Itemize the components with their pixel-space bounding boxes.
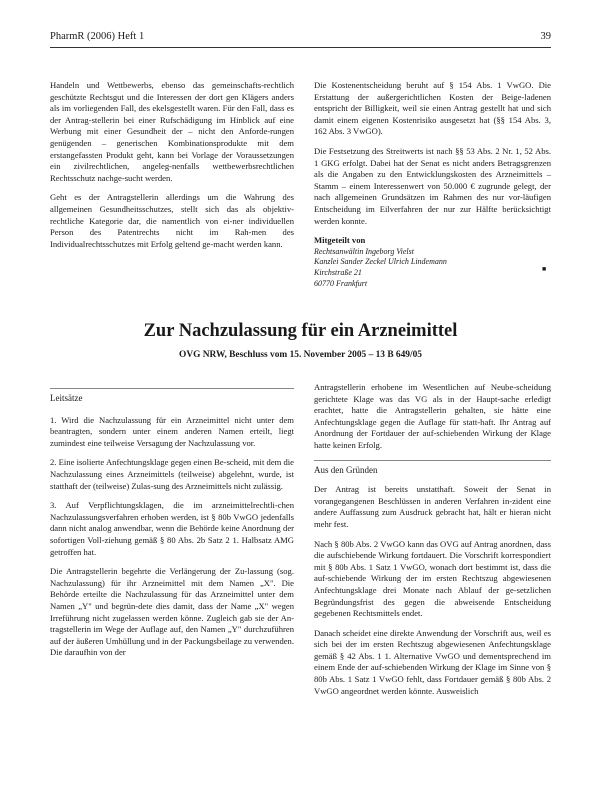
communicated-by xyxy=(314,235,551,289)
top-left-column xyxy=(50,80,294,258)
paragraph: Die Antragstellerin begehrte die Verlängerung der Zu-lassung (sog. Nachzulassung) für ihr Arzneimittel mit dem Namen „X". Die Behörde erteilte die Nachzulassung für das Arzneimittel unter dem Namen „Y" und begrün-dete dies damit, dass der Name „X" wegen Irreführung nicht zugelassen werden könne. Zugleich gab sie der An-tragstellerin im Wege der Auflage auf, den Namen „Y" durchzuführen auf der äußeren Umhüllung und in der Packungsbeilage zu verwenden. Die daraufhin von der xyxy=(50,566,294,658)
article-subtitle: OVG NRW, Beschluss vom 15. November 2005 – 13 B 649/05 xyxy=(179,350,422,360)
section-heading-leitsaetze: Leitsätze xyxy=(50,388,294,405)
journal-name: PharmR (2006) Heft 1 xyxy=(50,31,145,42)
paragraph: Die Kostenentscheidung beruht auf § 154 Abs. 1 VwGO. Die Erstattung der außergerichtlichen Kosten der Beige-ladenen entspricht der Billigkeit, weil sie einen Antrag gestellt hat und sich damit einem eigenen Kostenrisiko ausgesetzt hat (§§ 154 Abs. 3, 162 Abs. 3 VwGO). xyxy=(314,80,551,137)
paragraph: 1. Wird die Nachzulassung für ein Arzneimittel nicht unter dem beantragten, sondern unter einem anderen Namen erteilt, liegt zumindest eine teilweise Versagung der Nachzulassung vor. xyxy=(50,414,294,448)
bottom-right-column xyxy=(314,382,551,705)
top-right-column xyxy=(314,80,551,289)
address-line: 60770 Frankfurt xyxy=(314,278,368,288)
section-heading-gruende: Aus den Gründen xyxy=(314,460,551,477)
address-line: Kirchstraße 21 xyxy=(314,267,362,277)
paragraph: Geht es der Antragstellerin allerdings um die Wahrung des allgemeinen Gesundheitsschutzes, stellt sich das als objektiv-rechtliche Kategorie dar, die namentlich von ei-ner individuellen Person des Patentrechts nicht im Rah-men des Individualrechtsschutzes mit Erfolg geltend ge-macht werden kann. xyxy=(50,192,294,249)
address-line: Rechtsanwältin Ingeborg Vielst xyxy=(314,246,414,256)
page-number: 39 xyxy=(540,31,551,42)
paragraph: 3. Auf Verpflichtungsklagen, die im arzneimittelrechtli-chen Nachzulassungsverfahren erhoben werden, ist § 80b VwGO jedenfalls dann nicht analog anwendbar, wenn die Behörde keine Anordnung der sofortigen Voll-ziehung gemäß § 80 Abs. 2b Satz 2 1. Halbsatz AMG getroffen hat. xyxy=(50,500,294,557)
article-title: Zur Nachzulassung für ein Arzneimittel xyxy=(143,321,458,341)
paragraph: Der Antrag ist bereits unstatthaft. Soweit der Senat in vorangegangenen Beschlüssen in anderen Verfahren in-zident eine andere Auffassung zum Ausdruck gebracht hat, hält er hieran nicht mehr fest. xyxy=(314,484,551,529)
communicated-by-label: Mitgeteilt von xyxy=(314,235,366,246)
bottom-left-column xyxy=(50,386,294,667)
paragraph: Danach scheidet eine direkte Anwendung der Vorschrift aus, weil es sich bei der im ersten Rechtszug abgewiesenen Anfechtungsklage gemäß § 42 Abs. 1 1. Alternative VwGO und dementsprechend im einem Ende der auf-schiebenden Wirkung der Klage im Sinne von § 80b Abs. 1 Satz 1 VwGO fehlt, dass Fortdauer gemäß § 80b Abs. 2 VwGO angeordnet werden könnte. Ausweislich xyxy=(314,627,551,696)
running-header xyxy=(50,31,551,48)
paragraph: Handeln und Wettbewerbs, ebenso das gemeinschafts-rechtlich geschützte Rechtsgut und die Interessen der dort gen Klägers anders als im vorliegenden Fall, des ekelsgestellt waren. Für den Fall, dass es der Antrag-stellerin bei einer Rufschädigung im Hinblick auf eine Werbung mit einer Gesundheit der – nicht den Anforde-rungen genügenden – generischen Kombinationsprodukte mit dem erstangefassten Produkt geht, kann bei Vorlage der Voraussetzungen ein zivilrechtlichen, angeleg-nenfalls wettbewerbsrechtlichen Rechtsschutz nachge-sucht werden. xyxy=(50,80,294,183)
end-mark-icon: ■ xyxy=(542,265,547,273)
address-line: Kanzlei Sander Zeckel Ulrich Lindemann xyxy=(314,257,447,267)
paragraph: Antragstellerin erhobene im Wesentlichen auf Neube-scheidung gerichtete Klage was das VG als in der Haupt-sache erledigt erachtet, hatte die Antragstellerin gehalten, sie hätte eine Anfechtungsklage gegen die Auflage für statt-haft. Ihr Antrag auf Anordnung der Fortdauer der auf-schiebenden Wirkung der Klage hatte keinen Erfolg. xyxy=(314,382,551,450)
paragraph: Die Festsetzung des Streitwerts ist nach §§ 53 Abs. 2 Nr. 1, 52 Abs. 1 GKG erfolgt. Dabei hat der Senat es nicht anders Betragsgrenzen als die Angaben zu den Entwicklungskosten des Arzneimittels – Stamm – einem Interessenwert von 50.000 € zugrunde gelegt, der nach allgemeinen Grundsätzen im Rahmen des nur vor-läufigen Entscheidung im Eilverfahren der nur zur Hälfte berücksichtigt werden konnte. xyxy=(314,145,551,226)
paragraph: 2. Eine isolierte Anfechtungsklage gegen einen Be-scheid, mit dem die Nachzulassung eines Arzneimittels (teilweise) abgelehnt, wurde, ist statthaft der (teilweise) Zulas-sung des Arzneimittels nicht zulässig. xyxy=(50,457,294,491)
paragraph: Nach § 80b Abs. 2 VwGO kann das OVG auf Antrag anordnen, dass die aufschiebende Wirkung fortdauert. Die Vorschrift korrespondiert mit § 80b Abs. 1 Satz 1 VwGO, wonach dort bestimmt ist, dass die auf-schiebende Wirkung der im ersten Rechtszug abgewiesenen Anfechtungsklage drei Monate nach Ablauf der ge-setzlichen Begründungsfrist des gegen die abweisende Entscheidung gegebenen Rechtsmittels endet. xyxy=(314,538,551,619)
